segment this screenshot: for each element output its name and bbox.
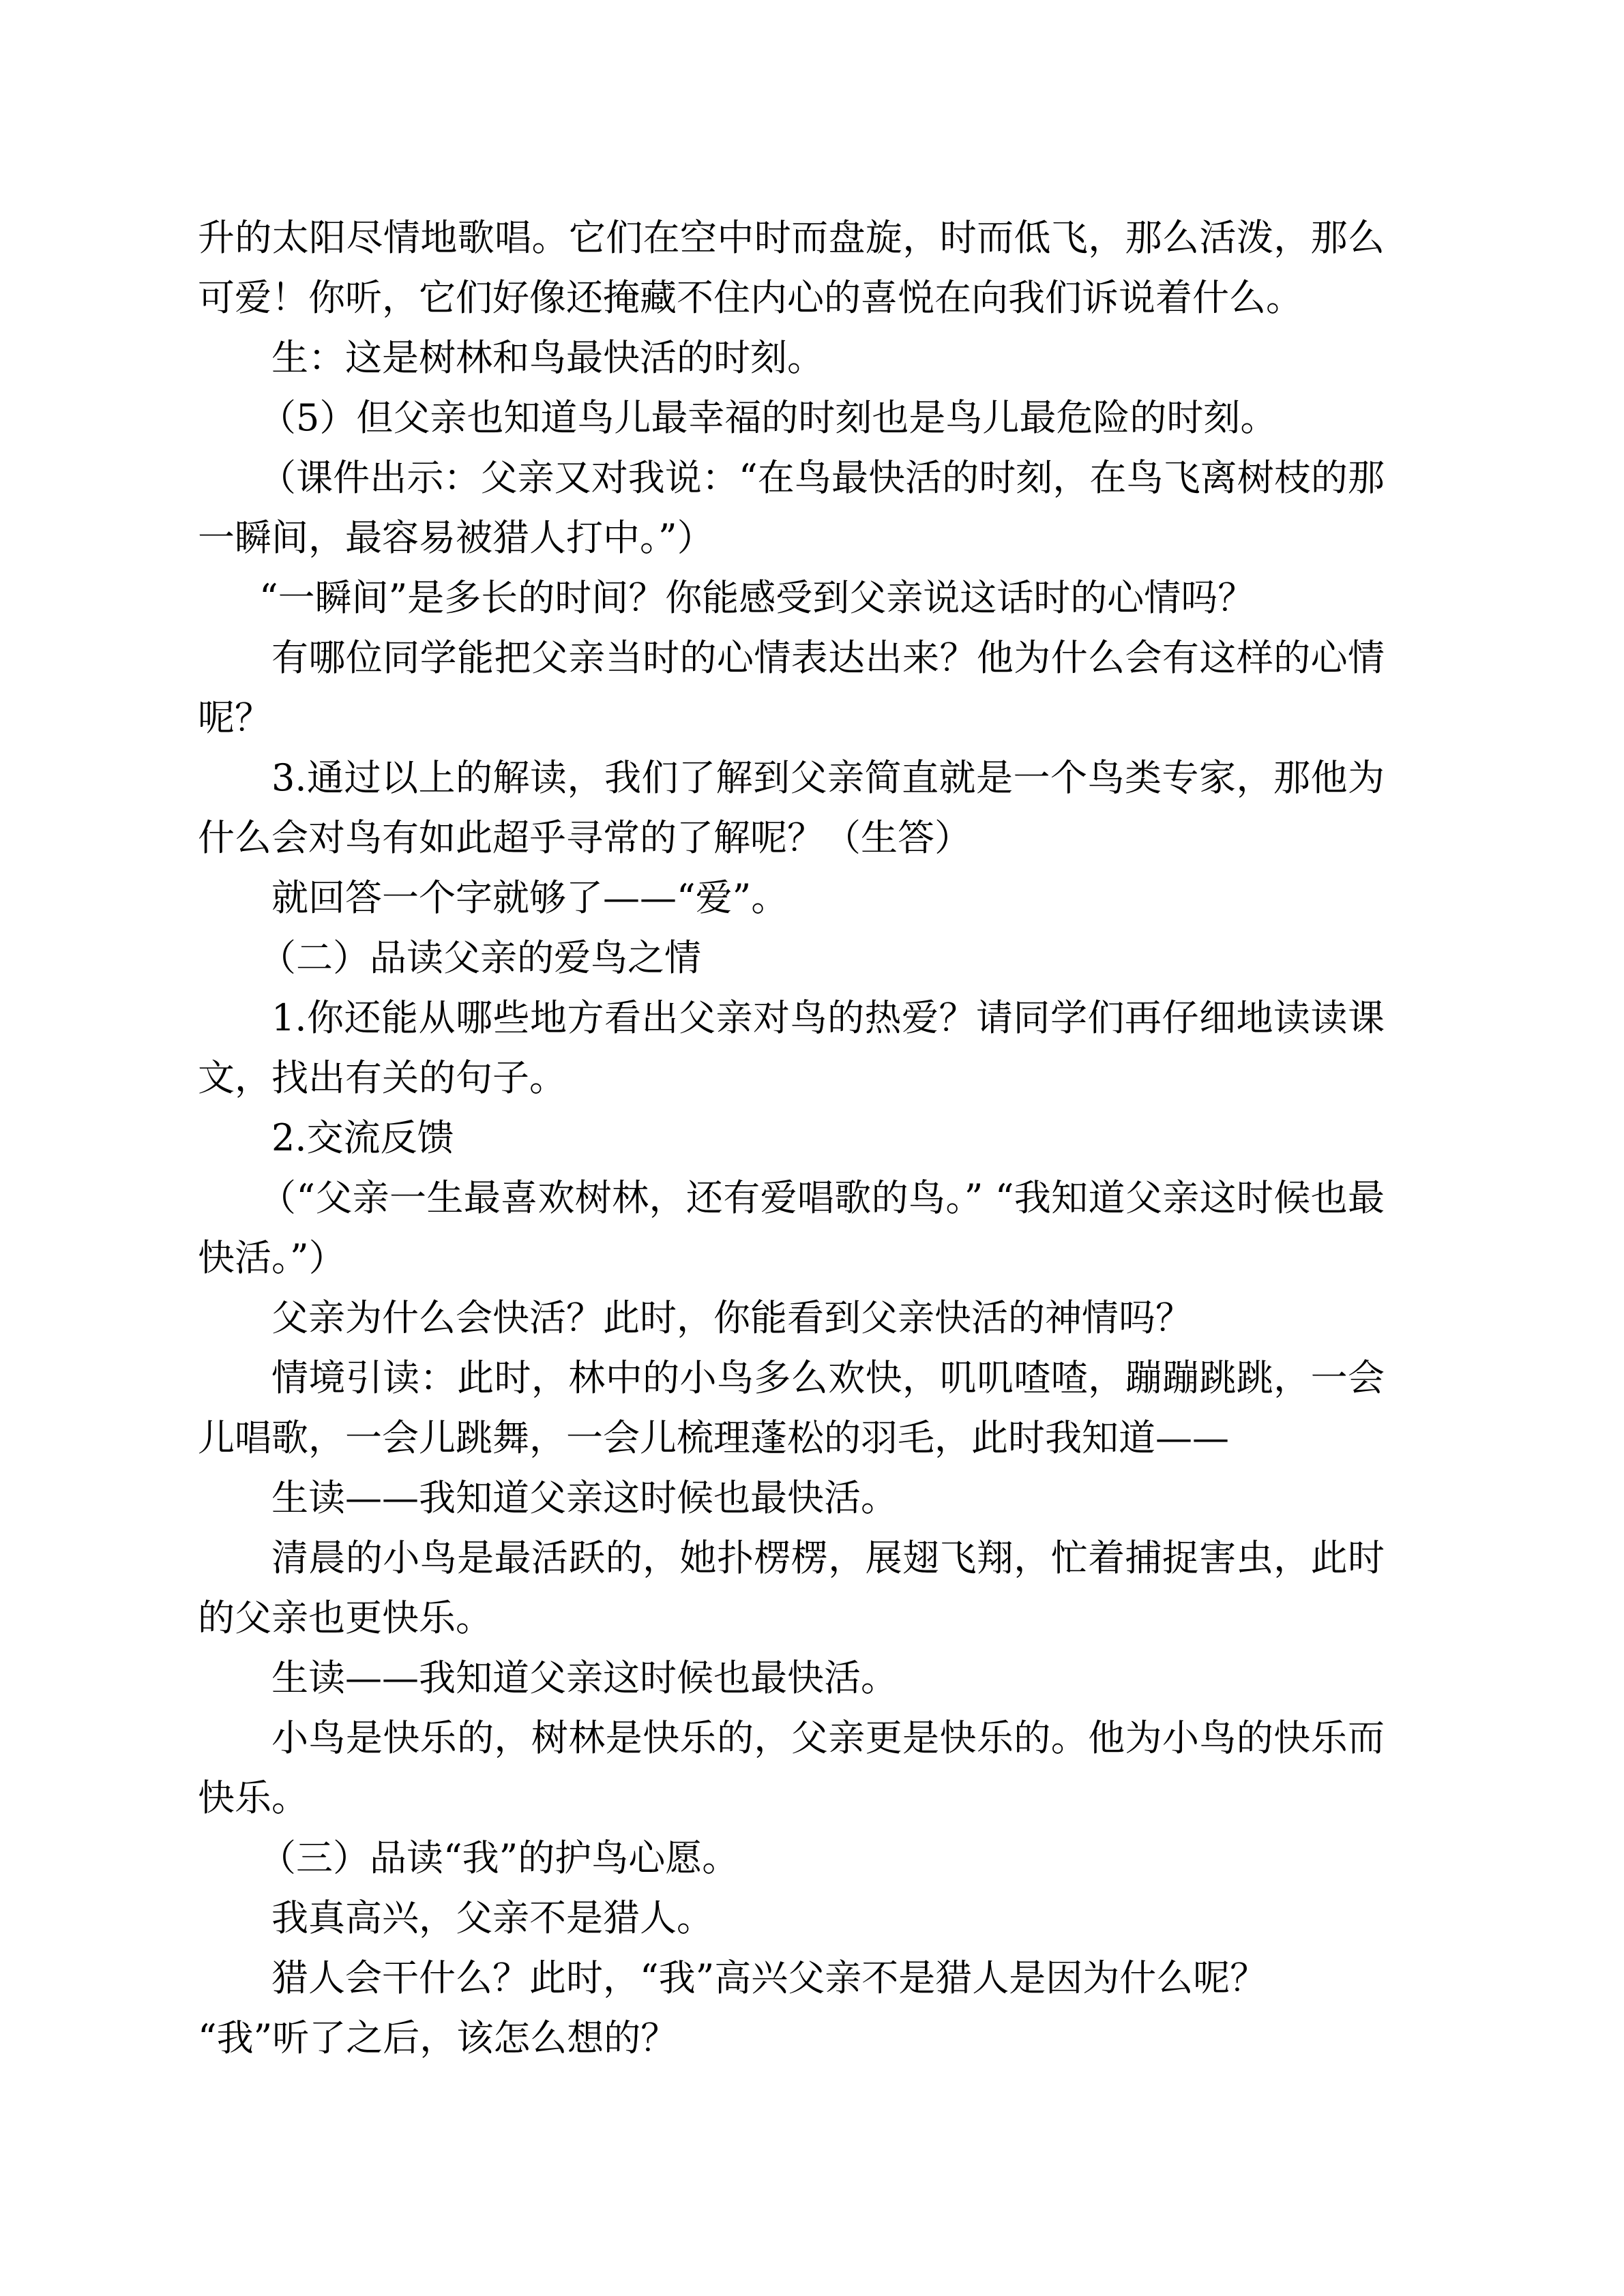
paragraph: 3.通过以上的解读，我们了解到父亲简直就是一个鸟类专家，那他为什么会对鸟有如此超乎寻常的了解呢？（生答） (198, 756, 1385, 859)
paragraph: 猎人会干什么？此时，“我”高兴父亲不是猎人是因为什么呢？ (271, 1956, 1267, 1999)
paragraph: 父亲为什么会快活？此时，你能看到父亲快活的神情吗？ (271, 1296, 1192, 1339)
paragraph: 生：这是树林和鸟最快活的时刻。 (271, 336, 824, 379)
paragraph: 生读——我知道父亲这时候也最快活。 (271, 1476, 898, 1519)
paragraph: （“父亲一生最喜欢树林，还有爱唱歌的鸟。” “我知道父亲这时候也最快活。”） (198, 1176, 1385, 1279)
paragraph: 升的太阳尽情地歌唱。它们在空中时而盘旋，时而低飞，那么活泼，那么可爱！你听，它们好像还掩藏不住内心的喜悦在向我们诉说着什么。 (198, 216, 1385, 319)
paragraph: 情境引读：此时，林中的小鸟多么欢快，叽叽喳喳，蹦蹦跳跳，一会儿唱歌，一会儿跳舞，一会儿梳理蓬松的羽毛，此时我知道—— (198, 1356, 1385, 1459)
paragraph: （课件出示：父亲又对我说：“在鸟最快活的时刻，在鸟飞离树枝的那一瞬间，最容易被猎人打中。”） (198, 456, 1385, 559)
section-heading: （三）品读“我”的护鸟心愿。 (259, 1836, 739, 1879)
paragraph: “我”听了之后，该怎么想的？ (198, 2016, 678, 2059)
section-heading: （二）品读父亲的爱鸟之情 (259, 936, 701, 979)
paragraph: 清晨的小鸟是最活跃的，她扑楞楞，展翅飞翔，忙着捕捉害虫，此时的父亲也更快乐。 (198, 1536, 1385, 1639)
paragraph: 有哪位同学能把父亲当时的心情表达出来？他为什么会有这样的心情呢？ (198, 636, 1385, 739)
paragraph: 我真高兴，父亲不是猎人。 (271, 1896, 713, 1939)
paragraph: “一瞬间”是多长的时间？你能感受到父亲说这话时的心情吗？ (259, 576, 1255, 619)
lesson-text-body (198, 208, 1385, 2068)
paragraph: 2.交流反馈 (271, 1116, 454, 1159)
paragraph: 生读——我知道父亲这时候也最快活。 (271, 1656, 898, 1699)
paragraph: 1.你还能从哪些地方看出父亲对鸟的热爱？请同学们再仔细地读读课文，找出有关的句子。 (198, 996, 1385, 1099)
paragraph: 小鸟是快乐的，树林是快乐的，父亲更是快乐的。他为小鸟的快乐而快乐。 (198, 1716, 1385, 1819)
paragraph: 就回答一个字就够了——“爱”。 (271, 876, 788, 919)
paragraph: （5）但父亲也知道鸟儿最幸福的时刻也是鸟儿最危险的时刻。 (259, 396, 1278, 439)
